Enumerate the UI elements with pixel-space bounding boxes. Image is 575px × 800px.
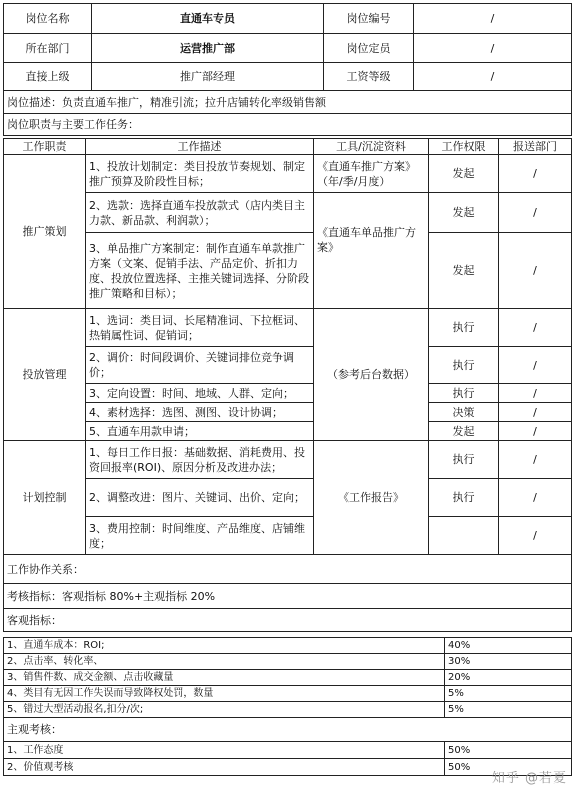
kpi-table (3, 637, 572, 776)
objective-weight: 5% (445, 702, 572, 718)
duty-desc: 3、定向设置：时间、地域、人群、定向； (86, 384, 314, 403)
superior-value: 推广部经理 (92, 63, 324, 91)
auth-cell: 决策 (429, 403, 499, 422)
objective-item: 4、类目有无因工作失误而导致降权处罚，数量 (4, 686, 445, 702)
kpi-title-row: 考核指标：客观指标 80%+主观指标 20% (4, 584, 572, 609)
duties-table (3, 138, 572, 632)
dept-cell: / (499, 347, 572, 384)
subjective-item: 2、价值观考核 (4, 759, 445, 776)
tool-cell: 《直通车推广方案》（年/季/月度） (314, 155, 429, 193)
grade-value: / (414, 63, 572, 91)
objective-item: 3、销售件数、成交金额、点击收藏量 (4, 670, 445, 686)
subjective-item: 1、工作态度 (4, 742, 445, 759)
col-header-tools: 工具/沉淀资料 (314, 139, 429, 155)
duty-desc: 1、每日工作日报：基础数据、消耗费用、投资回报率(ROI)、原因分析及改进办法； (86, 441, 314, 479)
objective-weight: 20% (445, 670, 572, 686)
auth-cell: 发起 (429, 155, 499, 193)
duties-title: 岗位职责与主要工作任务： (4, 114, 572, 136)
dept-cell: / (499, 384, 572, 403)
group-name: 推广策划 (4, 155, 86, 309)
position-name-value: 直通车专员 (92, 4, 324, 34)
objective-weight: 30% (445, 654, 572, 670)
duty-desc: 2、选款：选择直通车投放款式（店内类目主力款、新品款、利润款）； (86, 193, 314, 233)
col-header-duty: 工作职责 (4, 139, 86, 155)
col-header-dept: 报送部门 (499, 139, 572, 155)
dept-value: 运营推广部 (92, 34, 324, 63)
objective-weight: 40% (445, 638, 572, 654)
objective-weight: 5% (445, 686, 572, 702)
duty-desc: 1、投放计划制定：类目投放节奏规划、制定推广预算及阶段性目标； (86, 155, 314, 193)
duty-desc: 1、选词：类目词、长尾精准词、下拉框词、热销属性词、促销词； (86, 309, 314, 347)
headcount-value: / (414, 34, 572, 63)
auth-cell: 执行 (429, 479, 499, 517)
dept-cell: / (499, 233, 572, 309)
cooperation-row: 工作协作关系： (4, 555, 572, 584)
dept-cell: / (499, 309, 572, 347)
position-no-label: 岗位编号 (324, 4, 414, 34)
duty-desc: 2、调价：时间段调价、关键词排位竞争调价； (86, 347, 314, 384)
subjective-weight: 50% (445, 742, 572, 759)
dept-cell: / (499, 422, 572, 441)
group-name: 投放管理 (4, 309, 86, 441)
dept-cell: / (499, 155, 572, 193)
duty-desc: 4、素材选择：选图、测图、设计协调； (86, 403, 314, 422)
duty-desc: 3、单品推广方案制定：制作直通车单款推广方案（文案、促销手法、产品定价、折扣力度、投放位置选择、主推关键词选择、分阶段推广策略和目标）； (86, 233, 314, 309)
duty-desc: 2、调整改进：图片、关键词、出价、定向； (86, 479, 314, 517)
auth-cell: 执行 (429, 309, 499, 347)
superior-label: 直接上级 (4, 63, 92, 91)
objective-item: 2、点击率、转化率、 (4, 654, 445, 670)
tool-cell: 《工作报告》 (314, 441, 429, 555)
dept-label: 所在部门 (4, 34, 92, 63)
auth-cell: 发起 (429, 193, 499, 233)
objective-title-row: 客观指标： (4, 609, 572, 632)
position-name-label: 岗位名称 (4, 4, 92, 34)
objective-item: 1、直通车成本：ROI; (4, 638, 445, 654)
dept-cell: / (499, 517, 572, 555)
auth-cell: 执行 (429, 441, 499, 479)
subjective-title-row: 主观考核： (4, 718, 572, 742)
dept-cell: / (499, 479, 572, 517)
col-header-auth: 工作权限 (429, 139, 499, 155)
tool-cell: （参考后台数据） (314, 309, 429, 441)
col-header-desc: 工作描述 (86, 139, 314, 155)
subjective-weight: 50% (445, 759, 572, 776)
dept-cell: / (499, 403, 572, 422)
group-name: 计划控制 (4, 441, 86, 555)
auth-cell: 执行 (429, 384, 499, 403)
position-no-value: / (414, 4, 572, 34)
objective-item: 5、错过大型活动报名,扣分/次; (4, 702, 445, 718)
job-description: 岗位描述：负责直通车推广，精准引流；拉升店铺转化率级销售额 (4, 91, 572, 114)
grade-label: 工资等级 (324, 63, 414, 91)
tool-cell: 《直通车单品推广方案》 (314, 193, 429, 309)
duty-desc: 5、直通车用款申请； (86, 422, 314, 441)
dept-cell: / (499, 441, 572, 479)
auth-cell: 发起 (429, 233, 499, 309)
header-table (3, 3, 572, 136)
auth-cell: 执行 (429, 347, 499, 384)
auth-cell: 发起 (429, 422, 499, 441)
watermark: 知乎 @若夏 (491, 771, 567, 786)
headcount-label: 岗位定员 (324, 34, 414, 63)
dept-cell: / (499, 193, 572, 233)
duty-desc: 3、费用控制：时间维度、产品维度、店铺维度； (86, 517, 314, 555)
auth-cell (429, 517, 499, 555)
